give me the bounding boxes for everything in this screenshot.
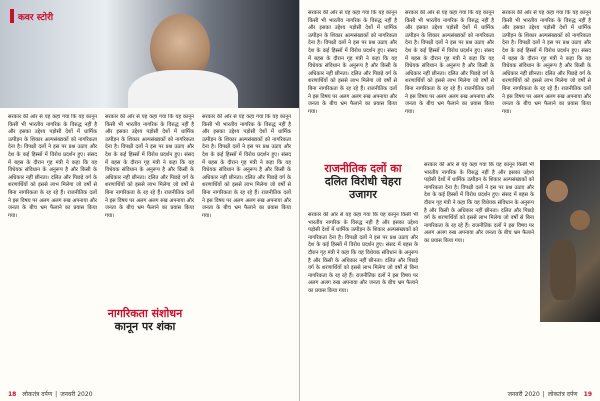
right-page-column-lower-mid: [424, 162, 534, 386]
right-issue: जनवरी 2020: [507, 391, 540, 398]
right-page-columns-top: [308, 10, 592, 160]
right-col-3-top: सरकार की ओर से यह कहा गया कि यह कानून किसी भी भारतीय नागरिक के विरुद्ध नहीं है और इसका उद्देश्य पड़ोसी देशों में धार्मिक उत्पीड़न के शिकार अल्पसंख्यकों को नागरिकता देना है। विपक्षी दलों ने इस पर प्रश्न उठाए और देश के कई हिस्सों में विरोध प्रदर्शन हुए। संसद में बहस के दौरान गृह मंत्री ने कहा कि यह विधेयक संविधान के अनुरूप है और किसी के अधिकार नहीं छीनता। दलित और पिछड़े वर्ग के शरणार्थियों को इससे लाभ मिलेगा जो वर्षों से बिना नागरिकता के रह रहे हैं। राजनीतिक दलों ने इस विषय पर अलग अलग रुख अपनाया और जनता के बीच भ्रम फैलाने का प्रयास किया गया।: [502, 10, 591, 115]
right-pull-heading-line1: राजनीतिक दलों का: [324, 162, 402, 175]
left-publication: लोकतंत्र दर्पण: [22, 391, 53, 398]
left-pull-heading: [95, 305, 195, 335]
protester-figure: [550, 240, 576, 300]
left-col-3: सरकार की ओर से यह कहा गया कि यह कानून किसी भी भारतीय नागरिक के विरुद्ध नहीं है और इसका उद्देश्य पड़ोसी देशों में धार्मिक उत्पीड़न के शिकार अल्पसंख्यकों को नागरिकता देना है। विपक्षी दलों ने इस पर प्रश्न उठाए और देश के कई हिस्सों में विरोध प्रदर्शन हुए। संसद में बहस के दौरान गृह मंत्री ने कहा कि यह विधेयक संविधान के अनुरूप है और किसी के अधिकार नहीं छीनता। दलित और पिछड़े वर्ग के शरणार्थियों को इससे लाभ मिलेगा जो वर्षों से बिना नागरिकता के रह रहे हैं। राजनीतिक दलों ने इस विषय पर अलग अलग रुख अपनाया और जनता के बीच भ्रम फैलाने का प्रयास किया गया।: [202, 114, 291, 219]
right-col-1-bottom: सरकार की ओर से यह कहा गया कि यह कानून किसी भी भारतीय नागरिक के विरुद्ध नहीं है और इसका उद्देश्य पड़ोसी देशों में धार्मिक उत्पीड़न के शिकार अल्पसंख्यकों को नागरिकता देना है। विपक्षी दलों ने इस पर प्रश्न उठाए और देश के कई हिस्सों में विरोध प्रदर्शन हुए। संसद में बहस के दौरान गृह मंत्री ने कहा कि यह विधेयक संविधान के अनुरूप है और किसी के अधिकार नहीं छीनता। दलित और पिछड़े वर्ग के शरणार्थियों को इससे लाभ मिलेगा जो वर्षों से बिना नागरिकता के रह रहे हैं। राजनीतिक दलों ने इस विषय पर अलग अलग रुख अपनाया और जनता के बीच भ्रम फैलाने का प्रयास किया गया।: [308, 212, 418, 294]
left-page-columns: [8, 114, 292, 386]
right-pull-heading: [308, 162, 418, 201]
section-tag: [10, 8, 53, 24]
right-footer: जनवरी 2020 | लोकतंत्र दर्पण 19: [507, 390, 592, 398]
tag-marker: [10, 9, 14, 23]
right-page-column-lower-left: [308, 212, 418, 386]
left-footer: 18 लोकतंत्र दर्पण | जनवरी 2020: [8, 390, 93, 398]
left-col-1: सरकार की ओर से यह कहा गया कि यह कानून किसी भी भारतीय नागरिक के विरुद्ध नहीं है और इसका उद्देश्य पड़ोसी देशों में धार्मिक उत्पीड़न के शिकार अल्पसंख्यकों को नागरिकता देना है। विपक्षी दलों ने इस पर प्रश्न उठाए और देश के कई हिस्सों में विरोध प्रदर्शन हुए। संसद में बहस के दौरान गृह मंत्री ने कहा कि यह विधेयक संविधान के अनुरूप है और किसी के अधिकार नहीं छीनता। दलित और पिछड़े वर्ग के शरणार्थियों को इससे लाभ मिलेगा जो वर्षों से बिना नागरिकता के रह रहे हैं। राजनीतिक दलों ने इस विषय पर अलग अलग रुख अपनाया और जनता के बीच भ्रम फैलाने का प्रयास किया गया।: [8, 114, 97, 219]
left-pull-heading-line1: नागरिकता संशोधन: [107, 307, 183, 320]
section-tag-label: कवर स्टोरी: [18, 12, 54, 23]
right-col-2-bottom: सरकार की ओर से यह कहा गया कि यह कानून किसी भी भारतीय नागरिक के विरुद्ध नहीं है और इसका उद्देश्य पड़ोसी देशों में धार्मिक उत्पीड़न के शिकार अल्पसंख्यकों को नागरिकता देना है। विपक्षी दलों ने इस पर प्रश्न उठाए और देश के कई हिस्सों में विरोध प्रदर्शन हुए। संसद में बहस के दौरान गृह मंत्री ने कहा कि यह विधेयक संविधान के अनुरूप है और किसी के अधिकार नहीं छीनता। दलित और पिछड़े वर्ग के शरणार्थियों को इससे लाभ मिलेगा जो वर्षों से बिना नागरिकता के रह रहे हैं। राजनीतिक दलों ने इस विषय पर अलग अलग रुख अपनाया और जनता के बीच भ्रम फैलाने का प्रयास किया गया।: [424, 162, 534, 244]
protest-photo: [540, 160, 600, 322]
left-pull-heading-line2: कानून पर शंका: [114, 320, 176, 333]
left-col-2: सरकार की ओर से यह कहा गया कि यह कानून किसी भी भारतीय नागरिक के विरुद्ध नहीं है और इसका उद्देश्य पड़ोसी देशों में धार्मिक उत्पीड़न के शिकार अल्पसंख्यकों को नागरिकता देना है। विपक्षी दलों ने इस पर प्रश्न उठाए और देश के कई हिस्सों में विरोध प्रदर्शन हुए। संसद में बहस के दौरान गृह मंत्री ने कहा कि यह विधेयक संविधान के अनुरूप है और किसी के अधिकार नहीं छीनता। दलित और पिछड़े वर्ग के शरणार्थियों को इससे लाभ मिलेगा जो वर्षों से बिना नागरिकता के रह रहे हैं। राजनीतिक दलों ने इस विषय पर अलग अलग रुख अपनाया और जनता के बीच भ्रम फैलाने का प्रयास किया गया।: [105, 114, 194, 219]
protester-figure: [570, 210, 590, 230]
right-pull-heading-line2: दलित विरोधी चेहरा: [324, 175, 402, 188]
left-page-number: 18: [8, 390, 17, 398]
right-publication: लोकतंत्र दर्पण: [547, 391, 578, 398]
protester-figure: [546, 180, 568, 202]
right-col-2-top: सरकार की ओर से यह कहा गया कि यह कानून किसी भी भारतीय नागरिक के विरुद्ध नहीं है और इसका उद्देश्य पड़ोसी देशों में धार्मिक उत्पीड़न के शिकार अल्पसंख्यकों को नागरिकता देना है। विपक्षी दलों ने इस पर प्रश्न उठाए और देश के कई हिस्सों में विरोध प्रदर्शन हुए। संसद में बहस के दौरान गृह मंत्री ने कहा कि यह विधेयक संविधान के अनुरूप है और किसी के अधिकार नहीं छीनता। दलित और पिछड़े वर्ग के शरणार्थियों को इससे लाभ मिलेगा जो वर्षों से बिना नागरिकता के रह रहे हैं। राजनीतिक दलों ने इस विषय पर अलग अलग रुख अपनाया और जनता के बीच भ्रम फैलाने का प्रयास किया गया।: [405, 10, 494, 115]
speaker-kurta: [128, 70, 238, 108]
right-col-1-top: सरकार की ओर से यह कहा गया कि यह कानून किसी भी भारतीय नागरिक के विरुद्ध नहीं है और इसका उद्देश्य पड़ोसी देशों में धार्मिक उत्पीड़न के शिकार अल्पसंख्यकों को नागरिकता देना है। विपक्षी दलों ने इस पर प्रश्न उठाए और देश के कई हिस्सों में विरोध प्रदर्शन हुए। संसद में बहस के दौरान गृह मंत्री ने कहा कि यह विधेयक संविधान के अनुरूप है और किसी के अधिकार नहीं छीनता। दलित और पिछड़े वर्ग के शरणार्थियों को इससे लाभ मिलेगा जो वर्षों से बिना नागरिकता के रह रहे हैं। राजनीतिक दलों ने इस विषय पर अलग अलग रुख अपनाया और जनता के बीच भ्रम फैलाने का प्रयास किया गया।: [308, 10, 397, 115]
left-issue: जनवरी 2020: [60, 391, 93, 398]
right-pull-heading-line3: उजागर: [349, 188, 377, 201]
right-page-number: 19: [583, 390, 592, 398]
